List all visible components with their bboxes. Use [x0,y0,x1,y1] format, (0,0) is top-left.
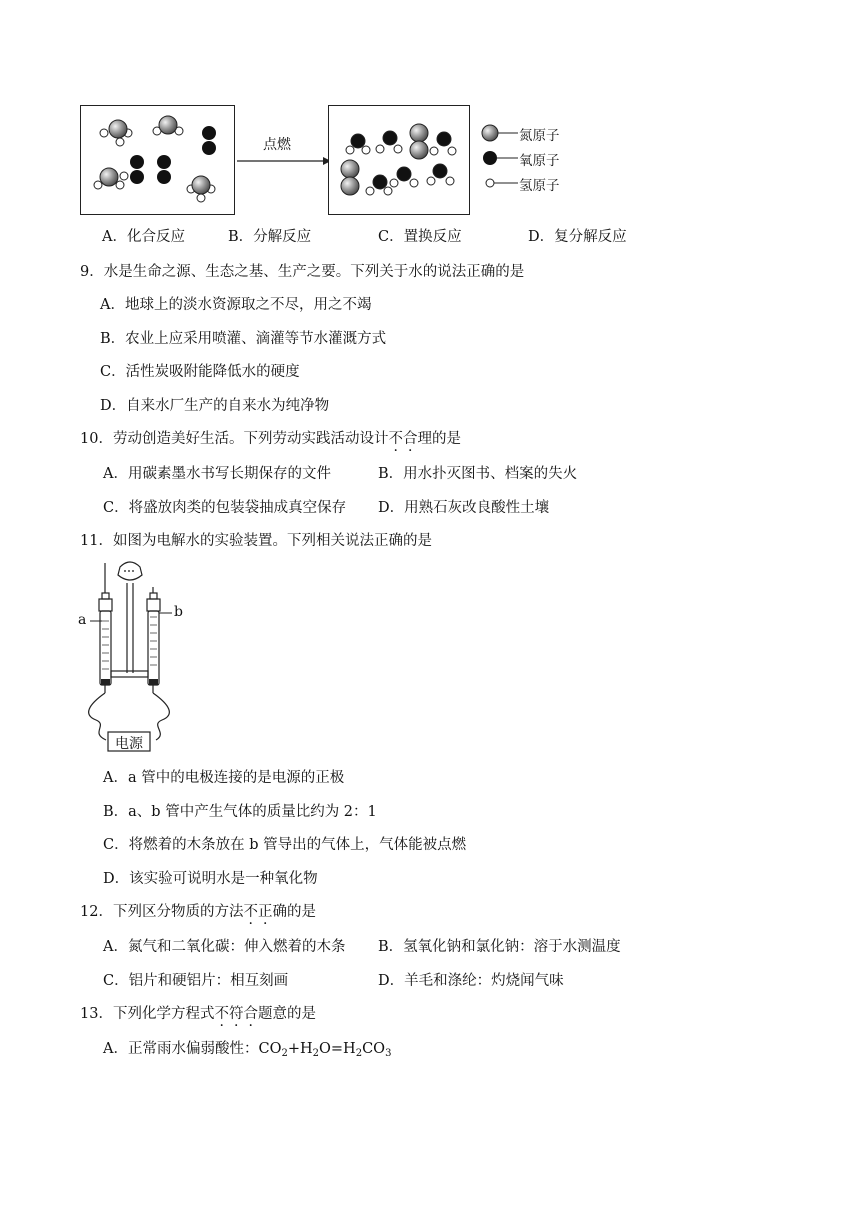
q11-option-b[interactable]: B．a、b 管中产生气体的质量比约为 2：1 [103,804,377,820]
fig-label-b: b [174,604,183,620]
q13-option-a-formula [258,1041,391,1057]
q8-option-c[interactable]: C．置换反应 [378,229,462,245]
q13-stem [80,1002,316,1023]
q11-option-d[interactable]: D．该实验可说明水是一种氧化物 [103,871,318,887]
reactant-molecules [80,105,235,215]
q9-stem: 9．水是生命之源、生态之基、生产之要。下列关于水的说法正确的是 [80,264,525,280]
q10-option-c[interactable]: C．将盛放肉类的包装袋抽成真空保存 [103,500,347,516]
q13-option-a-text: A．正常雨水偏弱酸性： [103,1041,259,1057]
q10-stem-emphasis-1: 不 [388,431,403,447]
q9-option-c[interactable]: C．活性炭吸附能降低水的硬度 [100,364,300,380]
q11-option-c[interactable]: C．将燃着的木条放在 b 管导出的气体上，气体能被点燃 [103,837,467,853]
q9-option-a[interactable]: A．地球上的淡水资源取之不尽，用之不竭 [100,297,372,313]
q10-option-d[interactable]: D．用熟石灰改良酸性土壤 [378,500,550,516]
q13-stem-post: 题意的是 [257,1006,316,1022]
q10-stem-post: 理的是 [417,431,461,447]
q10-stem-emphasis-2: 合 [402,431,418,447]
q8-option-b[interactable]: B．分解反应 [228,229,312,245]
formula-part: CO [258,1041,282,1057]
fig-label-power: 电源 [115,736,143,752]
q12-stem-pre: 12．下列区分物质的方法 [80,904,244,920]
arrow-label: 点燃 [263,137,291,153]
q12-option-c[interactable]: C．铝片和硬铝片：相互刻画 [103,973,289,989]
q11-stem: 11．如图为电解水的实验装置。下列相关说法正确的是 [80,533,432,549]
q13-option-a[interactable] [103,1037,391,1059]
q13-stem-emphasis-1: 不 [214,1006,229,1022]
q10-option-a[interactable]: A．用碳素墨水书写长期保存的文件 [103,466,331,482]
q12-stem-emphasis-1: 不 [243,904,258,920]
q11-option-a[interactable]: A．a 管中的电极连接的是电源的正极 [103,770,345,786]
q12-stem-emphasis-2: 正 [257,904,273,920]
formula-subscript: 2 [281,1048,288,1059]
legend-markers [478,122,523,192]
q10-option-b[interactable]: B．用水扑灭图书、档案的失火 [378,466,578,482]
q9-option-d[interactable]: D．自来水厂生产的自来水为纯净物 [100,398,330,414]
formula-subscript: 3 [385,1048,392,1059]
q12-option-d[interactable]: D．羊毛和涤纶：灼烧闻气味 [378,973,564,989]
formula-part: O=H [319,1041,356,1057]
q13-stem-pre: 13．下列化学方程式 [80,1006,215,1022]
legend-nitrogen: 氮原子 [519,128,560,144]
q12-option-b[interactable]: B．氢氧化钠和氯化钠：溶于水测温度 [378,939,621,955]
fig-label-a: a [78,612,87,628]
q13-stem-emphasis-3: 合 [243,1006,258,1022]
legend-hydrogen: 氢原子 [519,178,560,194]
q10-stem-pre: 10．劳动创造美好生活。下列劳动实践活动设计 [80,431,389,447]
product-molecules [328,105,470,215]
q12-stem [80,900,316,921]
formula-subscript: 2 [312,1048,320,1059]
formula-part: CO [362,1041,386,1057]
reaction-arrow [237,155,332,167]
legend-oxygen: 氧原子 [519,153,560,169]
q8-option-a[interactable]: A．化合反应 [102,229,185,245]
formula-subscript: 2 [355,1048,363,1059]
q12-option-a[interactable]: A．氮气和二氧化碳：伸入燃着的木条 [103,939,346,955]
q10-stem [80,427,461,448]
electrolysis-apparatus-figure [78,555,218,755]
q8-option-d[interactable]: D．复分解反应 [528,229,627,245]
q12-stem-post: 确的是 [272,904,316,920]
q9-option-b[interactable]: B．农业上应采用喷灌、滴灌等节水灌溉方式 [100,331,387,347]
q13-stem-emphasis-2: 符 [228,1006,244,1022]
formula-part: +H [287,1041,313,1057]
